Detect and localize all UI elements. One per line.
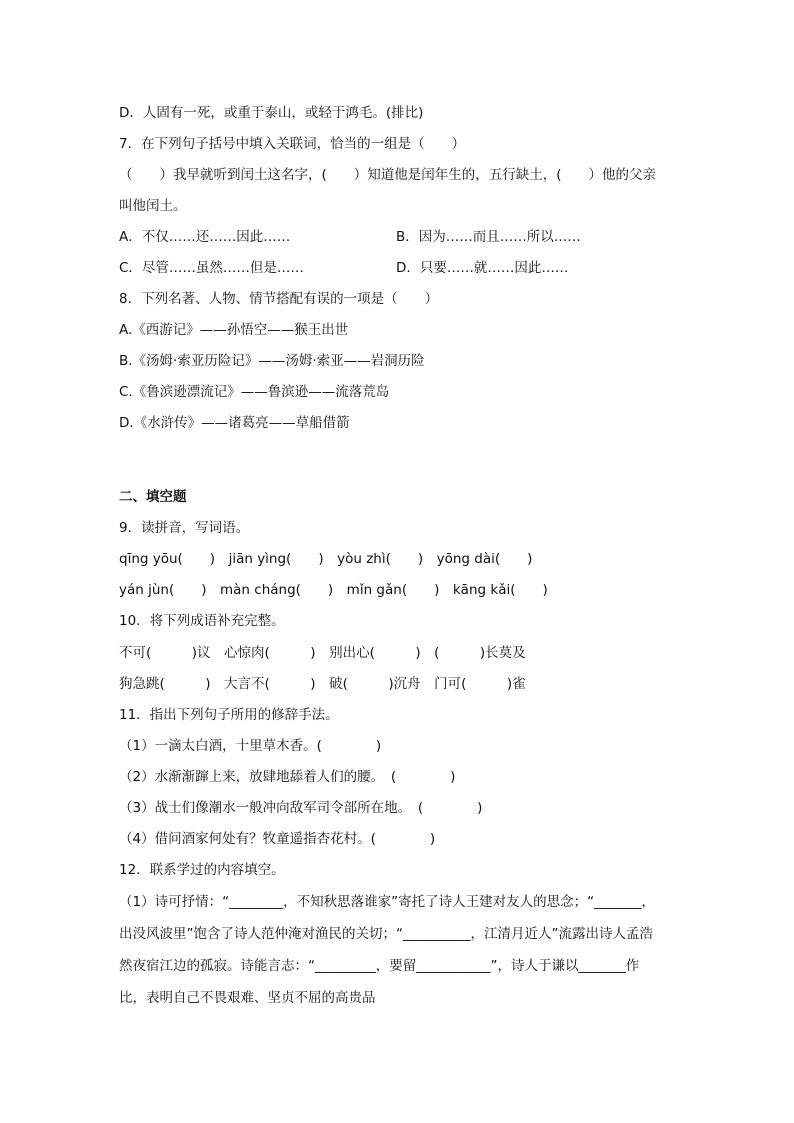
- q7-stem: 7．在下列句子括号中填入关联词，恰当的一组是（ ）: [119, 136, 466, 152]
- q7-sentence-line1: （ ）我早就听到闰土这名字，( ）知道他是闰年生的，五行缺土，( ）他的父亲: [119, 167, 657, 183]
- q8-option-b: B.《汤姆·索亚历险记》——汤姆·索亚——岩洞历险: [119, 353, 425, 369]
- q11-stem: 11．指出下列句子所用的修辞手法。: [119, 707, 339, 723]
- q9-stem: 9．读拼音，写词语。: [119, 520, 250, 536]
- q11-item-4: （4）借问酒家何处有？牧童遥指杏花村。( ): [119, 831, 436, 847]
- q12-para-line2: 出没风波里”饱含了诗人范仲淹对渔民的关切；“__________，江清月近人”流露出诗人孟浩: [119, 926, 653, 942]
- q7-sentence-line2: 叫他闰土。: [119, 198, 187, 214]
- q7-option-c: C．尽管……虽然……但是……: [119, 260, 304, 276]
- q9-pinyin-row1: qīng yōu( ) jiān yìng( ) yòu zhì( ) yōng dài( ): [119, 551, 533, 567]
- q7-option-d: D．只要……就……因此……: [396, 260, 569, 276]
- q10-idioms-row1: 不可( )议 心惊肉( ) 别出心( ) ( )长莫及: [119, 645, 526, 661]
- q10-stem: 10．将下列成语补充完整。: [119, 613, 285, 629]
- q8-stem: 8．下列名著、人物、情节搭配有误的一项是（ ）: [119, 291, 439, 307]
- q12-para-line4: 比，表明自己不畏艰难、坚贞不屈的高贵品: [119, 990, 376, 1006]
- q12-stem: 12．联系学过的内容填空。: [119, 862, 285, 878]
- q12-para-line3: 然夜宿江边的孤寂。诗能言志：“_________，要留___________”，诗人于谦以_______作: [119, 958, 640, 974]
- q11-item-1: （1）一滴太白酒，十里草木香。( ): [119, 738, 382, 754]
- q12-para-line1: （1）诗可抒情：“________，不知秋思落谁家”寄托了诗人王建对友人的思念；“_______，: [119, 894, 655, 910]
- q11-item-3: （3）战士们像潮水一般冲向敌军司令部所在地。 ( ): [119, 800, 483, 816]
- q8-option-d: D.《水浒传》——诸葛亮——草船借箭: [119, 415, 350, 431]
- q8-option-c: C.《鲁滨逊漂流记》——鲁滨逊——流落荒岛: [119, 384, 390, 400]
- q9-pinyin-row2: yán jùn( ) màn cháng( ) mǐn gǎn( ) kāng kǎi( ): [119, 582, 548, 598]
- q6-option-d: D．人固有一死，或重于泰山，或轻于鸿毛。(排比): [119, 105, 424, 121]
- q8-option-a: A.《西游记》——孙悟空——猴王出世: [119, 322, 349, 338]
- q7-option-b: B．因为……而且……所以……: [396, 229, 581, 245]
- q10-idioms-row2: 狗急跳( ) 大言不( ) 破( )沉舟 门可( )雀: [119, 676, 526, 692]
- q11-item-2: （2）水渐渐蹿上来，放肆地舔着人们的腰。 ( ): [119, 769, 456, 785]
- section-heading: 二、填空题: [119, 489, 187, 505]
- q7-option-a: A．不仅……还……因此……: [119, 229, 291, 245]
